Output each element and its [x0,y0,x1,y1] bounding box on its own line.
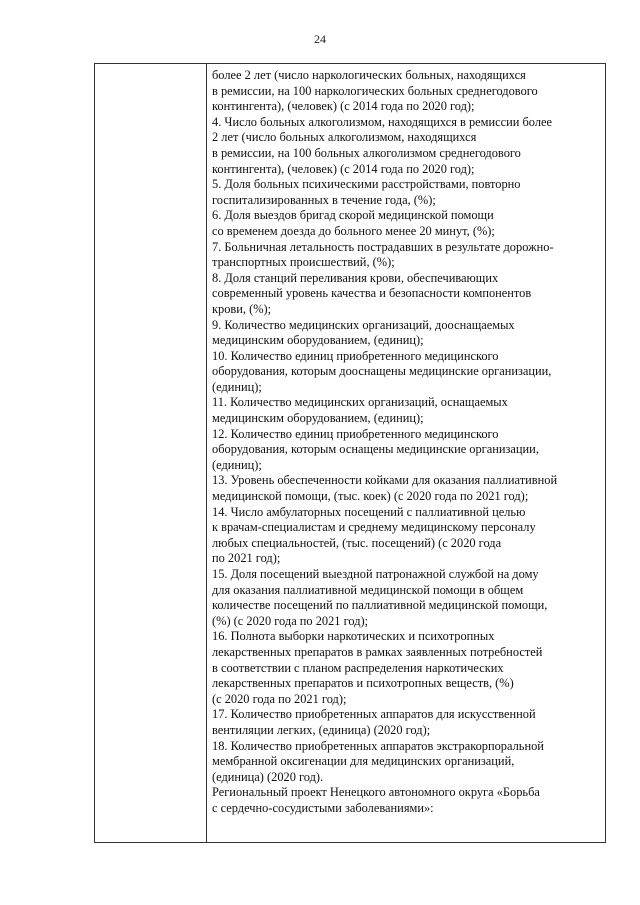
text-line: в ремиссии, на 100 наркологических больных среднегодового [212,83,538,98]
text-line: (с 2020 года по 2021 год); [212,691,347,706]
text-line: мембранной оксигенации для медицинских организаций, [212,754,515,769]
text-line: с сердечно-сосудистыми заболеваниями»: [212,800,434,815]
text-line: более 2 лет (число наркологических больных, находящихся [212,68,526,82]
text-line: 14. Число амбулаторных посещений с паллиативной целью [212,504,526,519]
text-line: 5. Доля больных психическими расстройствами, повторно [212,177,521,192]
text-line: современный уровень качества и безопасности компонентов [212,286,532,301]
document-table [94,63,606,843]
text-line: (единиц); [212,379,262,394]
text-line: 8. Доля станций переливания крови, обеспечивающих [212,270,499,285]
text-line: лекарственных препаратов и психотропных веществ, (%) [212,676,514,691]
table-cell-text [212,68,602,817]
text-line: (%) (с 2020 года по 2021 год); [212,613,369,628]
text-line: количестве посещений по паллиативной медицинской помощи, [212,598,548,613]
text-line: 13. Уровень обеспеченности койками для оказания паллиативной [212,473,558,488]
text-line: 12. Количество единиц приобретенного медицинского [212,426,499,441]
text-line: медицинским оборудованием, (единиц); [212,411,424,426]
text-line: крови, (%); [212,301,272,316]
text-line: 10. Количество единиц приобретенного медицинского [212,348,499,363]
text-line: в соответствии с планом распределения наркотических [212,660,504,675]
text-line: по 2021 год); [212,551,281,566]
text-line: любых специальностей, (тыс. посещений) (с 2020 года [212,535,502,550]
text-line: оборудования, которым оснащены медицинские организации, [212,442,539,457]
text-line: госпитализированных в течение года, (%); [212,192,436,207]
text-line: со временем доезда до больного менее 20 минут, (%); [212,223,495,238]
text-line: в ремиссии, на 100 больных алкоголизмом среднегодового [212,145,521,160]
page-number: 24 [314,32,326,46]
text-line: 15. Доля посещений выездной патронажной службой на дому [212,567,539,581]
column-divider [206,64,207,842]
text-line: 2 лет (число больных алкоголизмом, находящихся [212,130,477,145]
text-line: контингента), (человек) (с 2014 года по 2020 год); [212,99,475,114]
text-line: 11. Количество медицинских организаций, оснащаемых [212,395,508,410]
text-line: 6. Доля выездов бригад скорой медицинской помощи [212,208,494,223]
text-line: 7. Больничная летальность пострадавших в результате дорожно- [212,239,554,254]
text-line: (единица) (2020 год). [212,769,324,784]
text-line: Региональный проект Ненецкого автономного округа «Борьба [212,785,540,800]
text-line: транспортных происшествий, (%); [212,255,395,270]
text-line: (единиц); [212,457,262,472]
text-line: 17. Количество приобретенных аппаратов для искусственной [212,707,536,722]
text-line: вентиляции легких, (единица) (2020 год); [212,722,431,737]
text-line: 9. Количество медицинских организаций, дооснащаемых [212,317,515,332]
text-line: медицинской помощи, (тыс. коек) (с 2020 года по 2021 год); [212,489,529,504]
text-line: 16. Полнота выборки наркотических и психотропных [212,629,495,644]
text-line: к врачам-специалистам и среднему медицинскому персоналу [212,520,536,535]
text-line: 18. Количество приобретенных аппаратов экстракорпоральной [212,738,544,753]
text-line: оборудования, которым дооснащены медицинские организации, [212,364,552,379]
text-line: медицинским оборудованием, (единиц); [212,333,424,348]
text-line: лекарственных препаратов в рамках заявленных потребностей [212,644,543,659]
text-line: 4. Число больных алкоголизмом, находящихся в ремиссии более [212,114,553,129]
text-line: контингента), (человек) (с 2014 года по 2020 год); [212,161,475,176]
text-line: для оказания паллиативной медицинской помощи в общем [212,582,524,597]
